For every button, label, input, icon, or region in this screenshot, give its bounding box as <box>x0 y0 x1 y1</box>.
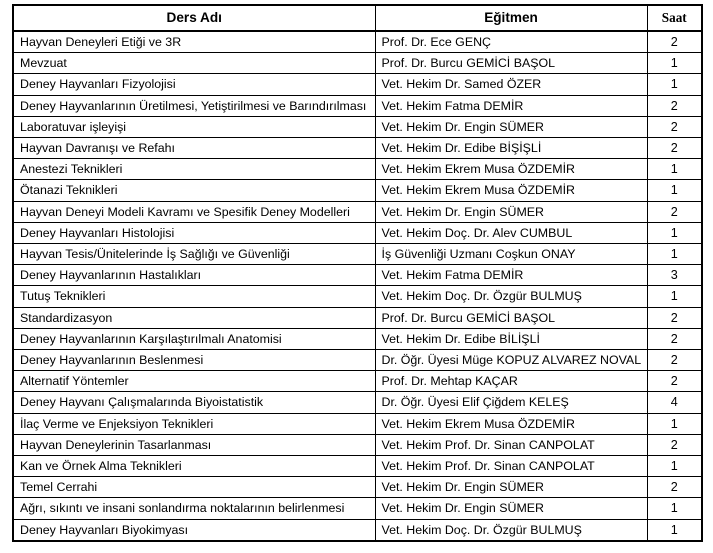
table-row <box>13 371 702 392</box>
table-row <box>13 307 702 328</box>
table-row <box>13 138 702 159</box>
table-row <box>13 477 702 498</box>
cell-instructor: Vet. Hekim Dr. Engin SÜMER <box>375 116 647 137</box>
cell-hours: 2 <box>647 116 702 137</box>
cell-instructor: Vet. Hekim Doç. Dr. Özgür BULMUŞ <box>375 286 647 307</box>
column-header-course: Ders Adı <box>13 5 375 31</box>
table-row <box>13 519 702 541</box>
cell-course: Hayvan Deneyleri Etiği ve 3R <box>13 31 375 53</box>
cell-course: Hayvan Deneylerinin Tasarlanması <box>13 434 375 455</box>
cell-course: Deney Hayvanları Biyokimyası <box>13 519 375 541</box>
cell-hours: 2 <box>647 138 702 159</box>
cell-course: Hayvan Tesis/Ünitelerinde İş Sağlığı ve Güvenliği <box>13 244 375 265</box>
cell-course: Hayvan Davranışı ve Refahı <box>13 138 375 159</box>
cell-instructor: İş Güvenliği Uzmanı Coşkun ONAY <box>375 244 647 265</box>
table-row <box>13 244 702 265</box>
cell-course: Deney Hayvanlarının Hastalıkları <box>13 265 375 286</box>
cell-instructor: Vet. Hekim Ekrem Musa ÖZDEMİR <box>375 413 647 434</box>
cell-course: Deney Hayvanlarının Karşılaştırılmalı Anatomisi <box>13 328 375 349</box>
cell-instructor: Vet. Hekim Dr. Edibe BİŞİŞLİ <box>375 138 647 159</box>
cell-hours: 1 <box>647 456 702 477</box>
cell-instructor: Vet. Hekim Dr. Engin SÜMER <box>375 201 647 222</box>
cell-course: Hayvan Deneyi Modeli Kavramı ve Spesifik Deney Modelleri <box>13 201 375 222</box>
table-row <box>13 350 702 371</box>
table-row <box>13 53 702 74</box>
cell-course: Deney Hayvanı Çalışmalarında Biyoistatistik <box>13 392 375 413</box>
cell-course: Kan ve Örnek Alma Teknikleri <box>13 456 375 477</box>
cell-course: Mevzuat <box>13 53 375 74</box>
cell-instructor: Vet. Hekim Fatma DEMİR <box>375 265 647 286</box>
cell-hours: 2 <box>647 307 702 328</box>
table-header <box>13 5 702 31</box>
cell-hours: 2 <box>647 31 702 53</box>
cell-instructor: Vet. Hekim Prof. Dr. Sinan CANPOLAT <box>375 434 647 455</box>
column-header-hours: Saat <box>647 5 702 31</box>
cell-course: İlaç Verme ve Enjeksiyon Teknikleri <box>13 413 375 434</box>
table-row <box>13 201 702 222</box>
cell-hours: 4 <box>647 392 702 413</box>
course-schedule-table <box>12 4 703 542</box>
cell-hours: 1 <box>647 519 702 541</box>
cell-hours: 3 <box>647 265 702 286</box>
cell-instructor: Prof. Dr. Ece GENÇ <box>375 31 647 53</box>
cell-course: Laboratuvar işleyişi <box>13 116 375 137</box>
table-row <box>13 74 702 95</box>
table-row <box>13 434 702 455</box>
cell-course: Deney Hayvanlarının Beslenmesi <box>13 350 375 371</box>
table-body <box>13 31 702 541</box>
cell-course: Deney Hayvanlarının Üretilmesi, Yetiştirilmesi ve Barındırılması <box>13 95 375 116</box>
cell-instructor: Dr. Öğr. Üyesi Müge KOPUZ ALVAREZ NOVAL <box>375 350 647 371</box>
table-row <box>13 95 702 116</box>
table-row <box>13 286 702 307</box>
cell-hours: 1 <box>647 53 702 74</box>
table-row <box>13 413 702 434</box>
cell-instructor: Vet. Hekim Doç. Dr. Alev CUMBUL <box>375 222 647 243</box>
cell-hours: 1 <box>647 222 702 243</box>
cell-hours: 1 <box>647 413 702 434</box>
cell-course: Alternatif Yöntemler <box>13 371 375 392</box>
cell-hours: 1 <box>647 159 702 180</box>
table-row <box>13 159 702 180</box>
cell-instructor: Vet. Hekim Ekrem Musa ÖZDEMİR <box>375 180 647 201</box>
table-row <box>13 116 702 137</box>
cell-course: Ötanazi Teknikleri <box>13 180 375 201</box>
cell-instructor: Dr. Öğr. Üyesi Elif Çiğdem KELEŞ <box>375 392 647 413</box>
cell-instructor: Vet. Hekim Dr. Samed ÖZER <box>375 74 647 95</box>
cell-hours: 2 <box>647 328 702 349</box>
table-row <box>13 498 702 519</box>
cell-hours: 2 <box>647 201 702 222</box>
cell-course: Standardizasyon <box>13 307 375 328</box>
cell-hours: 2 <box>647 434 702 455</box>
cell-instructor: Prof. Dr. Burcu GEMİCİ BAŞOL <box>375 307 647 328</box>
cell-instructor: Vet. Hekim Dr. Engin SÜMER <box>375 477 647 498</box>
cell-instructor: Vet. Hekim Doç. Dr. Özgür BULMUŞ <box>375 519 647 541</box>
table-row <box>13 222 702 243</box>
cell-hours: 1 <box>647 74 702 95</box>
table-header-row <box>13 5 702 31</box>
cell-course: Anestezi Teknikleri <box>13 159 375 180</box>
table-row <box>13 456 702 477</box>
cell-course: Tutuş Teknikleri <box>13 286 375 307</box>
cell-course: Deney Hayvanları Histolojisi <box>13 222 375 243</box>
cell-hours: 2 <box>647 350 702 371</box>
table-row <box>13 180 702 201</box>
cell-instructor: Vet. Hekim Fatma DEMİR <box>375 95 647 116</box>
column-header-instructor: Eğitmen <box>375 5 647 31</box>
cell-course: Deney Hayvanları Fizyolojisi <box>13 74 375 95</box>
cell-instructor: Vet. Hekim Dr. Engin SÜMER <box>375 498 647 519</box>
cell-instructor: Prof. Dr. Mehtap KAÇAR <box>375 371 647 392</box>
cell-hours: 2 <box>647 95 702 116</box>
cell-course: Temel Cerrahi <box>13 477 375 498</box>
table-row <box>13 392 702 413</box>
cell-instructor: Vet. Hekim Ekrem Musa ÖZDEMİR <box>375 159 647 180</box>
cell-hours: 1 <box>647 286 702 307</box>
table-row <box>13 31 702 53</box>
cell-instructor: Vet. Hekim Prof. Dr. Sinan CANPOLAT <box>375 456 647 477</box>
table-row <box>13 328 702 349</box>
cell-instructor: Prof. Dr. Burcu GEMİCİ BAŞOL <box>375 53 647 74</box>
cell-hours: 1 <box>647 244 702 265</box>
cell-hours: 1 <box>647 180 702 201</box>
cell-hours: 1 <box>647 498 702 519</box>
table-row <box>13 265 702 286</box>
cell-course: Ağrı, sıkıntı ve insani sonlandırma noktalarının belirlenmesi <box>13 498 375 519</box>
cell-hours: 2 <box>647 371 702 392</box>
cell-instructor: Vet. Hekim Dr. Edibe BİLİŞLİ <box>375 328 647 349</box>
cell-hours: 2 <box>647 477 702 498</box>
